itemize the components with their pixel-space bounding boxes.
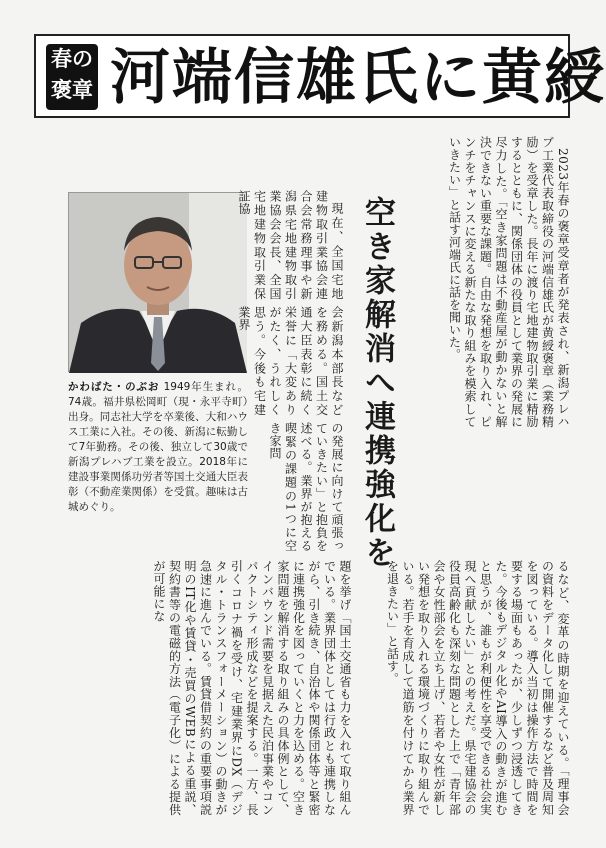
caption-text: 1949年生まれ。74歳。福井県松岡町（現・永平寺町）出身。同志社大学を卒業後、大和ハウス工業に入社。その後、新潟に転勤して7年勤務。その後、独立して30歳で新潟プレハブ工業を設立。2018年に建設事業関係功労者等国土交通大臣表彰（不動産業関係）を受賞。趣味は古城めぐり。 [68,381,248,513]
lead-text: 2023年春の褒章受章者が発表され、新潟プレハブ工業代表取締役の河端信雄氏が黄綬褒章（業務精励）を受章した。長年に渡り宅地建物取引業に精励するとともに、関係団体の役員として業界の発展に尽力した。「空き家問題は不動産屋が動かないと解決できない重要な課題。自由な発想を取り入れ、ピンチをチャンスに変える新たな取り組みを模索していきたい」と話す河端氏に話を聞いた。 [447,136,570,428]
kicker-line-1: 春の [51,47,93,71]
body-column-2 [237,306,344,416]
caption-name: かわばた・のぶお [68,381,160,393]
lead-paragraph [396,136,570,428]
kicker-line-2: 褒章 [51,78,93,102]
photo-caption [68,380,248,530]
body-column-1 [237,190,344,300]
portrait-photo [68,192,246,372]
portrait-illustration [69,193,247,373]
headline-kicker [46,44,98,110]
body-column-4 [52,560,352,816]
body-text-1: 現在、全国宅地建物取引業協会連合会常務理事や新潟県宅地建物取引業協会会長、全国宅地建物取引業保証協 [237,190,344,300]
body-text-5: るなど、変革の時期を迎えている。「理事会の資料をデータ化して開催するなど普及周知を図っている。導入当初は操作方法で時間を要する場面もあったが、少しずつ浸透してきた。今後もデジタル化やAI導入の動きが進むと思うが、誰もが利便性を享受できる社会実現へ貢献したい」との考えだ。県宅建協会の役員高齢化も深刻な問題とした上で「青年部会や女性部会を立ち上げ、若者や女性が新しい発想を取り入れる環境づくりに取り組んでいる。若手を育成して道筋を付けてから業界を退きたい」と話す。 [385,560,570,816]
body-text-4: 題を挙げ「国土交通省も力を入れて取り組んでいる。業界団体としては行政とも連携しながら、引き続き、自治体や関係団体等と緊密に連携強化を図っていくと力を込める。空き家問題を解消する取り組みの具体例として、インバウンド需要を見据えた民泊事業やコンパクトシティ形成などを提案する。一方、長引くコロナ禍を受け、宅建業界にDX（デジタル・トランスフォーメーション）の動きが急速に進んでいる。賃貸借契約の重要事項説明のIT化や賃貸・売買のWEBによる重説、契約書等の電磁的方法（電子化）による提供が可能にな [152,560,352,816]
headline-band [34,34,606,118]
body-text-2: 会新潟本部長などを務める。国土交通大臣表彰に続く栄誉に「大変ありがたく、うれしく思う。今後も宅建業界 [237,306,344,416]
body-column-3 [252,422,344,552]
body-text-3: の発展に向けて頑張っていきたい」と抱負を述べる。業界が抱える喫緊の課題の1つに空き家問 [268,422,344,552]
subheadline: 空き家解消へ連携強化を [359,196,395,570]
headline-title: 河端信雄氏に黄綬 [110,43,606,113]
body-column-5 [356,560,570,816]
